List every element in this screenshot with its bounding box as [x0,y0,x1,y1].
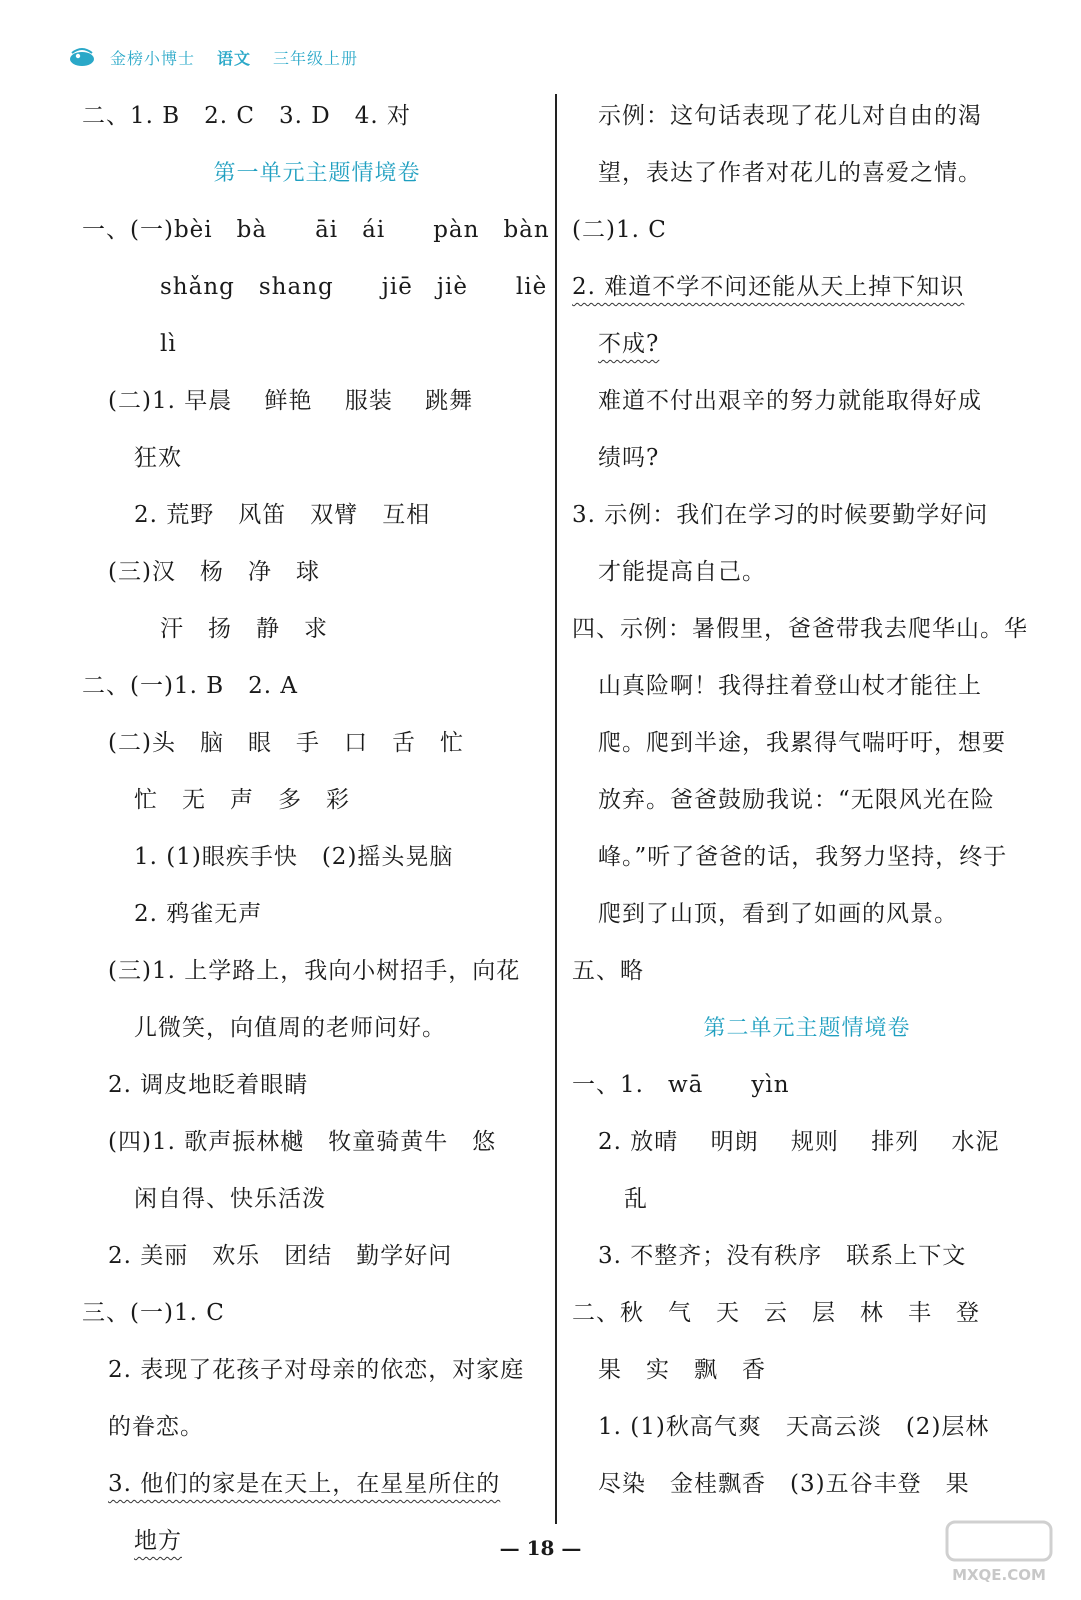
answer-line: 1. (1)眼疾手快 (2)摇头晃脑 [134,844,454,870]
answer-line: 闲自得、快乐活泼 [134,1186,326,1212]
answer-line: 爬到了山顶，看到了如画的风景。 [598,901,958,927]
answer-line-underlined: 不成? [598,331,660,357]
answer-line: 的眷恋。 [108,1414,204,1440]
answer-line: 3. 示例：我们在学习的时候要勤学好问 [572,502,989,528]
answer-line: (二)1. C [572,217,667,243]
section-heading: 第二单元主题情境卷 [703,1016,911,1041]
answer-line: 2. 调皮地眨着眼睛 [108,1072,309,1098]
answer-line: 放弃。爸爸鼓励我说：“无限风光在险 [598,787,995,813]
answer-line: 乱 [624,1186,648,1212]
column-divider [555,94,557,1524]
right-column [572,88,1042,1513]
answer-line: 儿微笑，向值周的老师问好。 [134,1015,446,1041]
brand-logo-icon [68,47,96,67]
subject-label: 语文 [217,48,252,68]
answer-line: 望，表达了作者对花儿的喜爱之情。 [598,160,982,186]
page-header [68,44,380,70]
answer-line: (二)头 脑 眼 手 口 舌 忙 [108,730,464,756]
answer-line: 峰。”听了爸爸的话，我努力坚持，终于 [598,844,1008,870]
answer-line: 尽染 金桂飘香 (3)五谷丰登 果 [598,1471,970,1497]
answer-line: 汗 扬 静 求 [160,616,328,642]
brand-name: 金榜小博士 [110,48,196,68]
answer-line: 二、秋 气 天 云 层 林 丰 登 [572,1300,980,1326]
answer-line: (四)1. 歌声振林樾 牧童骑黄牛 悠 [108,1129,497,1155]
page-number: — 18 — [499,1536,582,1560]
answer-line: 2. 表现了花孩子对母亲的依恋，对家庭 [108,1357,525,1383]
answer-line: 2. 美丽 欢乐 团结 勤学好问 [108,1243,453,1269]
answer-line: 2. 荒野 风笛 双臂 互相 [134,502,431,528]
answer-line: 山真险啊！我得拄着登山杖才能往上 [598,673,982,699]
answer-line: 示例：这句话表现了花儿对自由的渴 [598,103,982,129]
answer-line: 忙 无 声 多 彩 [134,787,350,813]
answer-line-underlined: 3. 他们的家是在天上，在星星所住的 [108,1471,501,1497]
answer-line: shǎng shang jiē jiè liè [160,274,548,300]
left-column [82,88,552,1570]
answer-line: 狂欢 [134,445,182,471]
watermark-logo [939,1518,1059,1588]
answer-line: 才能提高自己。 [598,559,766,585]
grade-label: 三年级上册 [273,48,359,68]
answer-line: (三)1. 上学路上，我向小树招手，向花 [108,958,521,984]
answer-line: 绩吗? [598,445,660,471]
answer-line-underlined: 地方 [134,1528,182,1554]
answer-line: 一、1. wā yìn [572,1072,790,1098]
answer-line: 四、示例：暑假里，爸爸带我去爬华山。华 [572,616,1028,642]
answer-line: 二、(一)1. B 2. A [82,673,298,699]
answer-line: 1. (1)秋高气爽 天高云淡 (2)层林 [598,1414,990,1440]
answer-line: 五、略 [572,958,644,984]
answer-line: 三、(一)1. C [82,1300,225,1326]
answer-line: (三)汉 杨 净 球 [108,559,320,585]
answer-line: 难道不付出艰辛的努力就能取得好成 [598,388,982,414]
answer-line: 二、1. B 2. C 3. D 4. 对 [82,103,411,129]
answer-line-underlined: 2. 难道不学不问还能从天上掉下知识 [572,274,965,300]
section-heading: 第一单元主题情境卷 [213,161,421,186]
answer-line: 2. 放晴 明朗 规则 排列 水泥 [598,1129,1000,1155]
answer-line: 爬。爬到半途，我累得气喘吁吁，想要 [598,730,1006,756]
answer-line: (二)1. 早晨 鲜艳 服装 跳舞 [108,388,474,414]
answer-line: 果 实 飘 香 [598,1357,766,1383]
watermark-text: MXQE.COM [952,1566,1046,1584]
answer-line: 2. 鸦雀无声 [134,901,263,927]
answer-line: lì [160,331,177,357]
answer-line: 一、(一)bèi bà āi ái pàn bàn [82,217,550,243]
answer-line: 3. 不整齐；没有秩序 联系上下文 [598,1243,967,1269]
